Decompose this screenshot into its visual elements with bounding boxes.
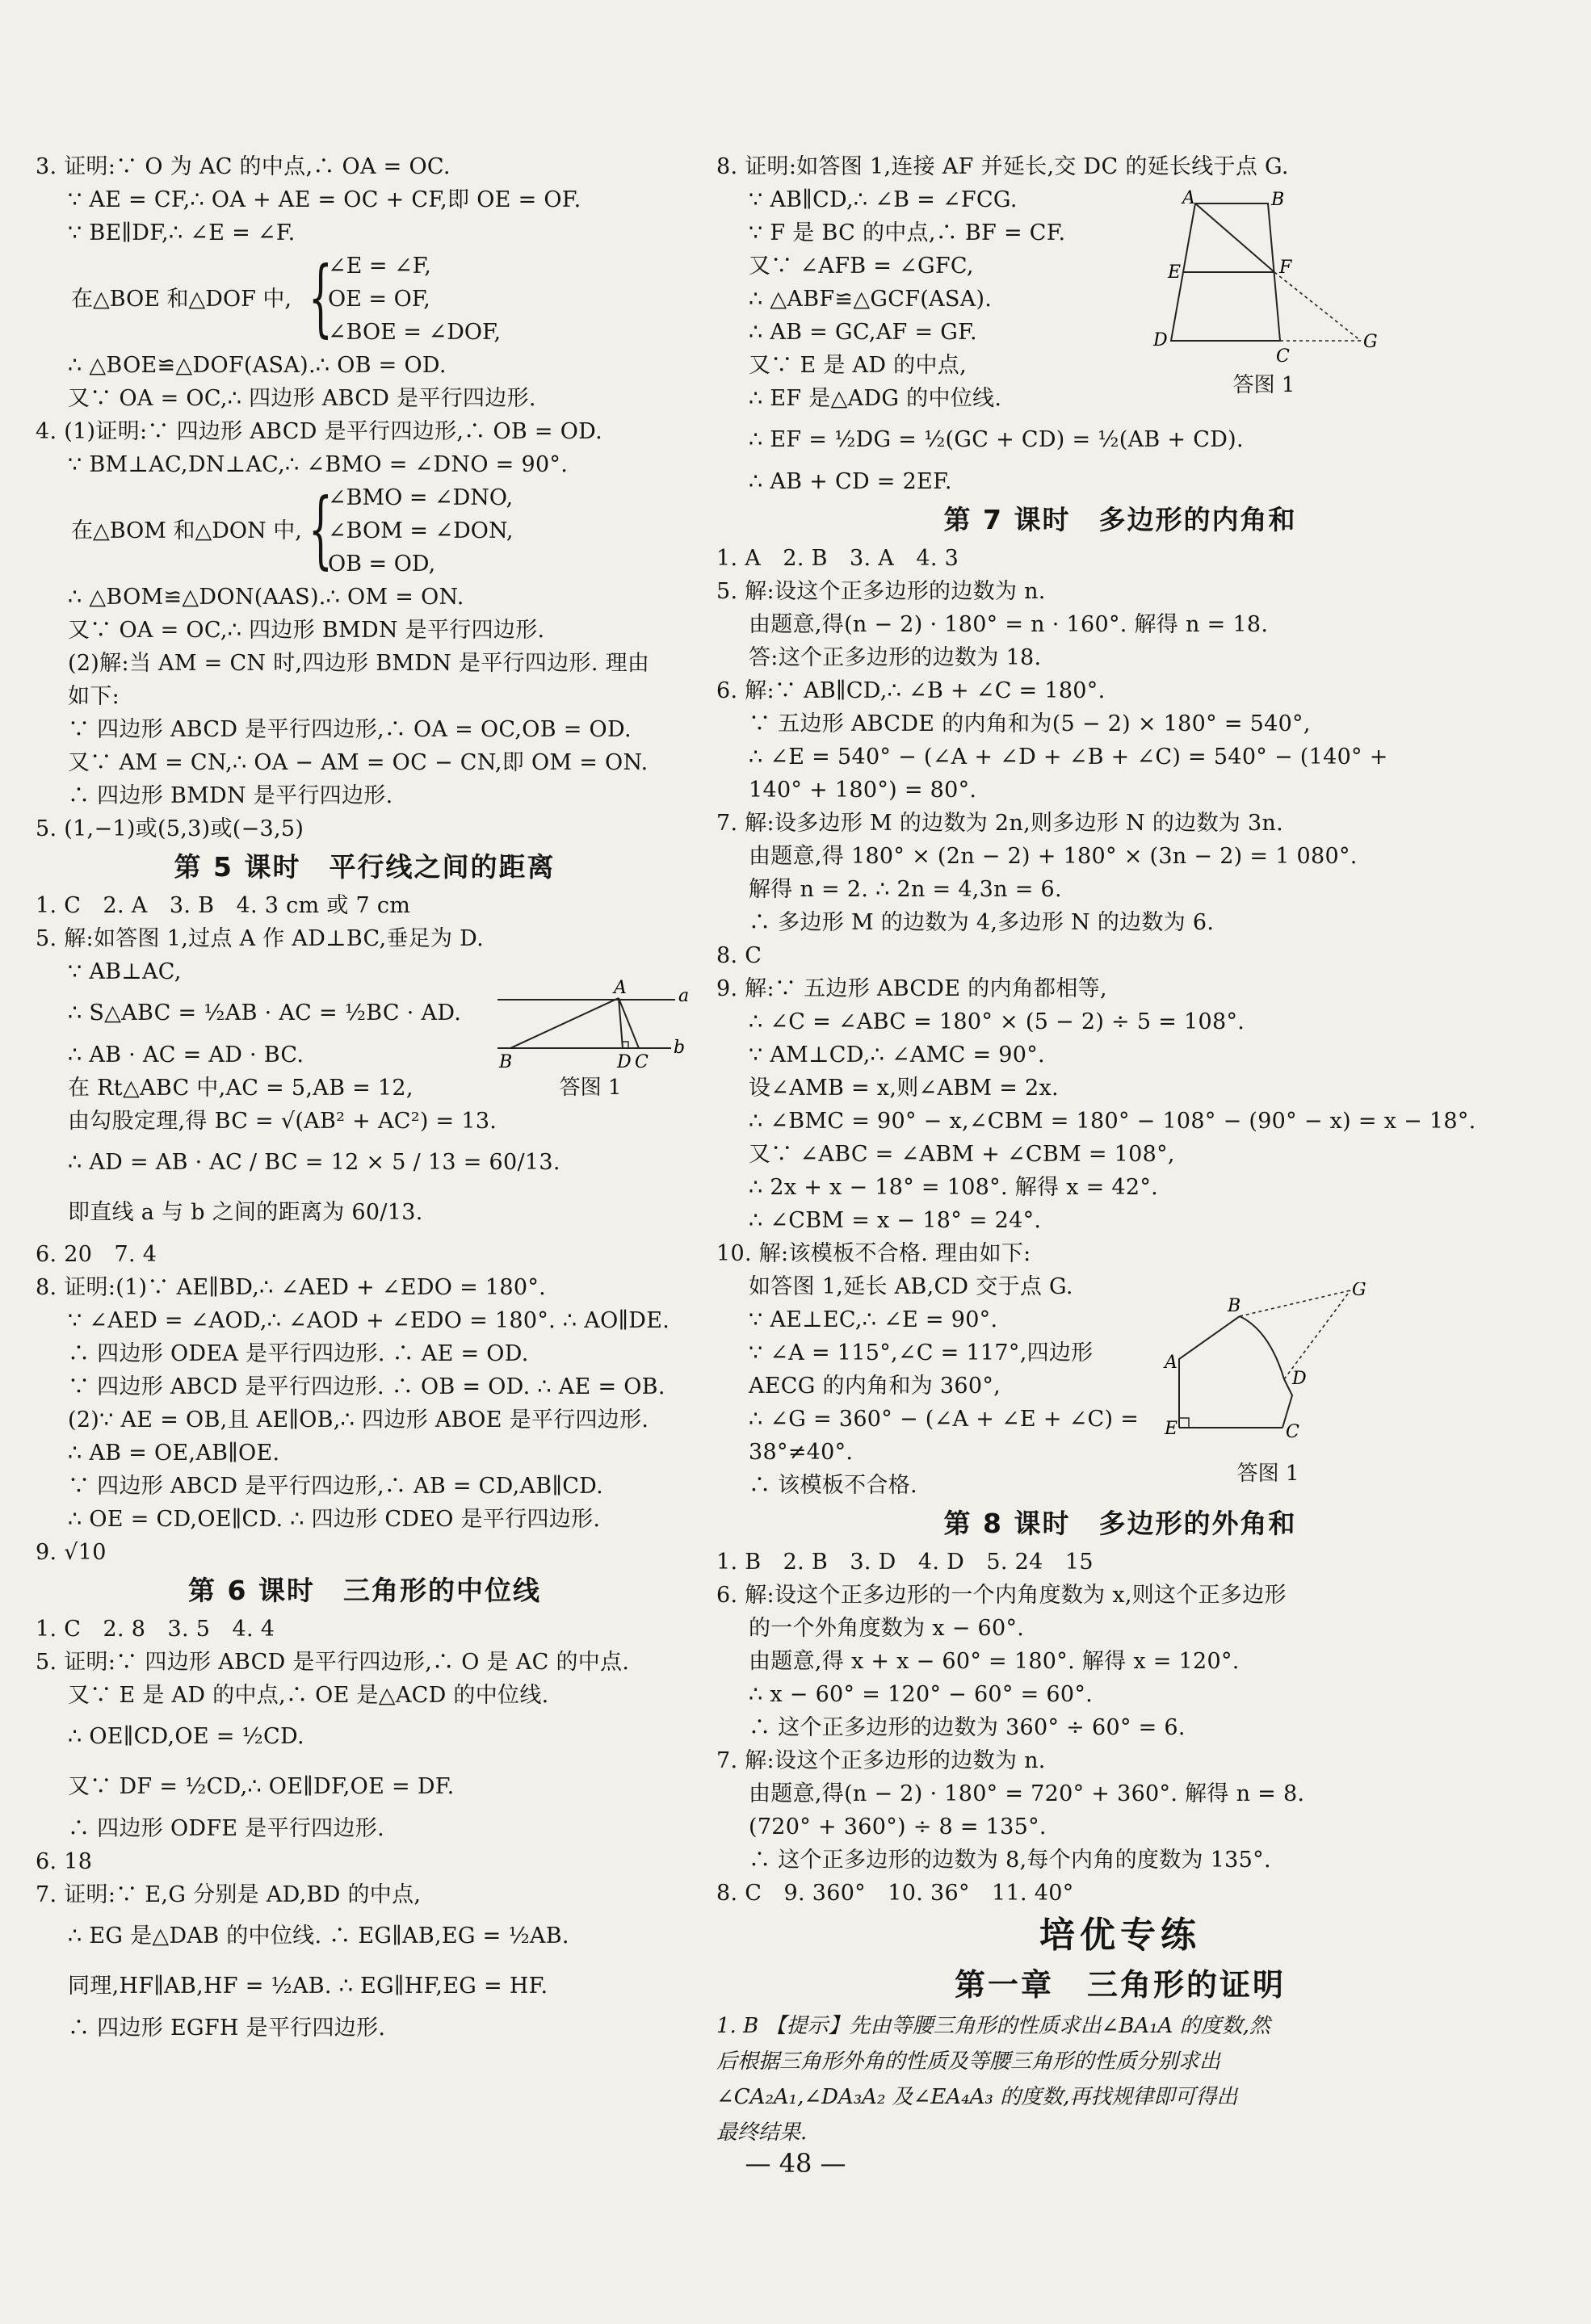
fig-label: D	[617, 1052, 632, 1071]
fig-label: C	[635, 1052, 649, 1071]
answer-line: 4. (1)证明:∵ 四边形 ABCD 是平行四边形,∴ OB = OD.	[36, 419, 603, 444]
brace-label: 在△BOM 和△DON 中,	[71, 518, 302, 543]
answer-line: 由勾股定理,得 BC = √(AB² + AC²) = 13.	[68, 1109, 497, 1134]
answer-line: 又∵ E 是 AD 的中点,	[749, 353, 967, 378]
brace-symbol: {	[309, 480, 333, 578]
fig-label: D	[1153, 330, 1168, 350]
answer-line: 又∵ ∠AFB = ∠GFC,	[749, 254, 974, 279]
answer-line: 由题意,得 x + x − 60° = 180°. 解得 x = 120°.	[749, 1649, 1240, 1674]
answer-line: ∵ F 是 BC 的中点,∴ BF = CF.	[749, 220, 1066, 245]
brace-label: 在△BOE 和△DOF 中,	[71, 287, 292, 312]
brace-item: ∠BMO = ∠DNO,	[328, 485, 514, 510]
trapezoid-diagram	[1147, 187, 1381, 373]
fig-label: B	[499, 1052, 513, 1071]
answer-line: 在 Rt△ABC 中,AC = 5,AB = 12,	[68, 1076, 413, 1101]
answer-line: (2)∵ AE = OB,且 AE∥OB,∴ 四边形 ABOE 是平行四边形.	[68, 1407, 649, 1433]
answer-line: 由题意,得(n − 2) · 180° = n · 160°. 解得 n = 18.	[749, 612, 1269, 637]
answer-line: ∵ 五边形 ABCDE 的内角和为(5 − 2) × 180° = 540°,	[749, 711, 1311, 736]
fig-label: E	[1168, 262, 1182, 283]
answer-line: 6. 20 7. 4	[36, 1242, 157, 1267]
answer-line: ∴ OE∥CD,OE = ½CD.	[68, 1724, 304, 1749]
answer-line: ∴ S△ABC = ½AB · AC = ½BC · AD.	[68, 1000, 462, 1026]
answer-line: 又∵ ∠ABC = ∠ABM + ∠CBM = 108°,	[749, 1142, 1175, 1167]
answer-line: ∴ ∠G = 360° − (∠A + ∠E + ∠C) =	[749, 1407, 1140, 1432]
answer-line: ∵ ∠A = 115°,∠C = 117°,四边形	[749, 1340, 1094, 1365]
figure-caption: 答图 1	[559, 1076, 622, 1100]
fig-label: E	[1165, 1419, 1178, 1439]
figure-caption: 答图 1	[1232, 373, 1295, 397]
answer-line: 5. 解:如答图 1,过点 A 作 AD⊥BC,垂足为 D.	[36, 926, 485, 951]
right-column	[716, 150, 1524, 2150]
answer-line: 6. 解:∵ AB∥CD,∴ ∠B + ∠C = 180°.	[716, 678, 1106, 703]
answer-line: 又∵ DF = ½CD,∴ OE∥DF,OE = DF.	[68, 1774, 455, 1799]
figure-template	[1163, 1282, 1373, 1487]
answer-line: ∴ ∠E = 540° − (∠A + ∠D + ∠B + ∠C) = 540° − (140° +	[749, 745, 1388, 770]
answer-line: ∴ AB = GC,AF = GF.	[749, 320, 977, 345]
answer-line: 7. 解:设多边形 M 的边数为 2n,则多边形 N 的边数为 3n.	[716, 811, 1284, 836]
parallel-lines-diagram	[489, 967, 691, 1071]
fig-label: C	[1286, 1422, 1299, 1442]
answer-line: 如下:	[68, 684, 120, 709]
answer-line: ∴ 四边形 EGFH 是平行四边形.	[68, 2016, 386, 2041]
answer-line: ∵ ∠AED = ∠AOD,∴ ∠AOD + ∠EDO = 180°. ∴ AO∥DE.	[68, 1308, 670, 1333]
section-heading: 第 6 课时 三角形的中位线	[188, 1575, 541, 1606]
answer-line: 同理,HF∥AB,HF = ½AB. ∴ EG∥HF,EG = HF.	[68, 1974, 548, 1999]
answer-line: 7. 证明:∵ E,G 分别是 AD,BD 的中点,	[36, 1882, 422, 1907]
part-heading: 培优专练	[1039, 1915, 1201, 1956]
brace-symbol: {	[309, 248, 333, 346]
hint-line: 最终结果.	[716, 2121, 808, 2145]
answer-line: ∴ 四边形 ODEA 是平行四边形. ∴ AE = OD.	[68, 1341, 529, 1366]
answer-line: ∴ EF = ½DG = ½(GC + CD) = ½(AB + CD).	[749, 427, 1244, 452]
section-heading: 第 8 课时 多边形的外角和	[943, 1508, 1297, 1539]
answer-line: 又∵ OA = OC,∴ 四边形 BMDN 是平行四边形.	[68, 618, 545, 643]
answer-line: 1. B 2. B 3. D 4. D 5. 24 15	[716, 1550, 1094, 1575]
fig-label: G	[1363, 332, 1378, 352]
figure-parallel-lines	[489, 967, 691, 1101]
answer-line: 7. 解:设这个正多边形的边数为 n.	[716, 1748, 1046, 1773]
fig-label: A	[1165, 1353, 1178, 1373]
answer-line: ∴ ∠BMC = 90° − x,∠CBM = 180° − 108° − (90° − x) = x − 18°.	[749, 1109, 1476, 1134]
answer-line: 1. C 2. A 3. B 4. 3 cm 或 7 cm	[36, 893, 411, 918]
fig-label: C	[1276, 346, 1290, 367]
answer-line: ∴ AB · AC = AD · BC.	[68, 1042, 304, 1068]
answer-line: 又∵ OA = OC,∴ 四边形 ABCD 是平行四边形.	[68, 386, 536, 411]
answer-line: ∵ AE = CF,∴ OA + AE = OC + CF,即 OE = OF.	[68, 187, 581, 212]
answer-line: ∵ 四边形 ABCD 是平行四边形,∴ OA = OC,OB = OD.	[68, 717, 632, 742]
figure-caption: 答图 1	[1236, 1462, 1299, 1486]
answer-line: ∴ 多边形 M 的边数为 4,多边形 N 的边数为 6.	[749, 910, 1215, 935]
answer-line: 1. C 2. 8 3. 5 4. 4	[36, 1617, 275, 1642]
hint-line: ∠CA₂A₁,∠DA₃A₂ 及∠EA₄A₃ 的度数,再找规律即可得出	[716, 2085, 1238, 2109]
answer-line: ∵ AM⊥CD,∴ ∠AMC = 90°.	[749, 1042, 1045, 1068]
answer-line: 3. 证明:∵ O 为 AC 的中点,∴ OA = OC.	[36, 154, 451, 179]
answer-line: 6. 18	[36, 1849, 93, 1874]
fig-label: b	[674, 1038, 686, 1058]
answer-line: 设∠AMB = x,则∠ABM = 2x.	[749, 1076, 1059, 1101]
answer-line: ∴ 这个正多边形的边数为 8,每个内角的度数为 135°.	[749, 1848, 1271, 1873]
chapter-heading: 第一章 三角形的证明	[954, 1967, 1286, 2003]
answer-line: 140° + 180°) = 80°.	[749, 778, 977, 803]
answer-line: AECG 的内角和为 360°,	[749, 1374, 1001, 1399]
fig-label: B	[1271, 190, 1285, 210]
fig-label: F	[1279, 258, 1292, 278]
answer-line: 8. C 9. 360° 10. 36° 11. 40°	[716, 1881, 1074, 1906]
answer-line: ∴ AB + CD = 2EF.	[749, 469, 952, 494]
fig-label: D	[1292, 1369, 1307, 1389]
answer-line: ∴ AB = OE,AB∥OE.	[68, 1441, 280, 1466]
answer-line: 1. A 2. B 3. A 4. 3	[716, 546, 959, 571]
answer-line: 又∵ E 是 AD 的中点,∴ OE 是△ACD 的中位线.	[68, 1683, 549, 1708]
brace-item: ∠BOE = ∠DOF,	[328, 320, 502, 345]
answer-line: 8. 证明:如答图 1,连接 AF 并延长,交 DC 的延长线于点 G.	[716, 154, 1289, 179]
answer-line: 的一个外角度数为 x − 60°.	[749, 1616, 1025, 1641]
answer-line: ∵ AB∥CD,∴ ∠B = ∠FCG.	[749, 187, 1018, 212]
answer-line: 5. (1,−1)或(5,3)或(−3,5)	[36, 816, 304, 841]
answer-line: ∵ BE∥DF,∴ ∠E = ∠F.	[68, 220, 296, 245]
hint-line: 后根据三角形外角的性质及等腰三角形的性质分别求出	[716, 2049, 1221, 2074]
answer-line: 8. 证明:(1)∵ AE∥BD,∴ ∠AED + ∠EDO = 180°.	[36, 1275, 547, 1300]
answer-line: ∴ AD = AB · AC / BC = 12 × 5 / 13 = 60/13.	[68, 1150, 560, 1175]
answer-line: 38°≠40°.	[749, 1440, 854, 1465]
answer-line: ∴ x − 60° = 120° − 60° = 60°.	[749, 1682, 1094, 1707]
answer-line: ∵ AB⊥AC,	[68, 959, 182, 984]
answer-line: 9. 解:∵ 五边形 ABCDE 的内角都相等,	[716, 976, 1107, 1001]
answer-line: 由题意,得 180° × (2n − 2) + 180° × (3n − 2) = 1 080°.	[749, 844, 1358, 869]
brace-item: OB = OD,	[328, 552, 436, 577]
fig-label: G	[1352, 1282, 1366, 1300]
answer-line: (720° + 360°) ÷ 8 = 135°.	[749, 1814, 1047, 1839]
fig-label: a	[678, 986, 690, 1006]
answer-line: ∴ ∠C = ∠ABC = 180° × (5 − 2) ÷ 5 = 108°.	[749, 1009, 1245, 1034]
answer-line: 5. 证明:∵ 四边形 ABCD 是平行四边形,∴ O 是 AC 的中点.	[36, 1650, 630, 1675]
fig-label: A	[1182, 188, 1195, 208]
brace-system	[36, 481, 694, 581]
answer-line: ∴ △BOE≌△DOF(ASA).∴ OB = OD.	[68, 353, 447, 378]
answer-line: ∴ OE = CD,OE∥CD. ∴ 四边形 CDEO 是平行四边形.	[68, 1507, 601, 1532]
answer-line: ∴ 这个正多边形的边数为 360° ÷ 60° = 6.	[749, 1715, 1186, 1740]
answer-line: ∵ AE⊥EC,∴ ∠E = 90°.	[749, 1307, 998, 1332]
template-diagram	[1163, 1282, 1373, 1460]
answer-line: ∴ EF 是△ADG 的中位线.	[749, 386, 1002, 411]
answer-line: 9. √10	[36, 1540, 107, 1565]
answer-line: 即直线 a 与 b 之间的距离为 60/13.	[68, 1200, 423, 1225]
answer-line: 6. 解:设这个正多边形的一个内角度数为 x,则这个正多边形	[716, 1583, 1287, 1608]
answer-line: 5. 解:设这个正多边形的边数为 n.	[716, 579, 1046, 604]
answer-line: ∴ △ABF≌△GCF(ASA).	[749, 287, 993, 312]
answer-line: ∴ 该模板不合格.	[749, 1473, 917, 1498]
fig-label: B	[1228, 1296, 1241, 1316]
fig-label: A	[614, 978, 627, 998]
answer-line: 解得 n = 2. ∴ 2n = 4,3n = 6.	[749, 877, 1062, 902]
answer-line: ∴ ∠CBM = x − 18° = 24°.	[749, 1208, 1042, 1233]
answer-line: ∵ 四边形 ABCD 是平行四边形. ∴ OB = OD. ∴ AE = OB.	[68, 1374, 665, 1399]
answer-line: 如答图 1,延长 AB,CD 交于点 G.	[749, 1274, 1073, 1299]
answer-line: 8. C	[716, 943, 762, 968]
brace-item: ∠BOM = ∠DON,	[328, 518, 514, 543]
answer-line: 由题意,得(n − 2) · 180° = 720° + 360°. 解得 n = 8.	[749, 1781, 1305, 1806]
answer-line: ∵ BM⊥AC,DN⊥AC,∴ ∠BMO = ∠DNO = 90°.	[68, 452, 569, 477]
section-heading: 第 5 课时 平行线之间的距离	[174, 851, 556, 883]
section-heading: 第 7 课时 多边形的内角和	[943, 504, 1297, 535]
answer-line: ∴ △BOM≌△DON(AAS).∴ OM = ON.	[68, 585, 464, 610]
brace-item: OE = OF,	[328, 287, 430, 312]
answer-line: ∴ 2x + x − 18° = 108°. 解得 x = 42°.	[749, 1175, 1159, 1200]
figure-trapezoid	[1147, 187, 1381, 398]
answer-line: ∴ EG 是△DAB 的中位线. ∴ EG∥AB,EG = ½AB.	[68, 1923, 569, 1949]
answer-line: 又∵ AM = CN,∴ OA − AM = OC − CN,即 OM = ON.	[68, 750, 649, 775]
hint-line: 1. B 【提示】先由等腰三角形的性质求出∠BA₁A 的度数,然	[716, 2014, 1270, 2038]
answer-line: 10. 解:该模板不合格. 理由如下:	[716, 1241, 1031, 1266]
brace-item: ∠E = ∠F,	[328, 254, 431, 279]
answer-line: ∴ 四边形 ODFE 是平行四边形.	[68, 1816, 384, 1841]
answer-line: (2)解:当 AM = CN 时,四边形 BMDN 是平行四边形. 理由	[68, 651, 650, 676]
answer-line: ∵ 四边形 ABCD 是平行四边形,∴ AB = CD,AB∥CD.	[68, 1474, 604, 1499]
answer-line: 答:这个正多边形的边数为 18.	[749, 645, 1042, 670]
brace-system	[36, 250, 694, 349]
answer-line: ∴ 四边形 BMDN 是平行四边形.	[68, 783, 393, 808]
page-number: — 48 —	[745, 2148, 846, 2179]
